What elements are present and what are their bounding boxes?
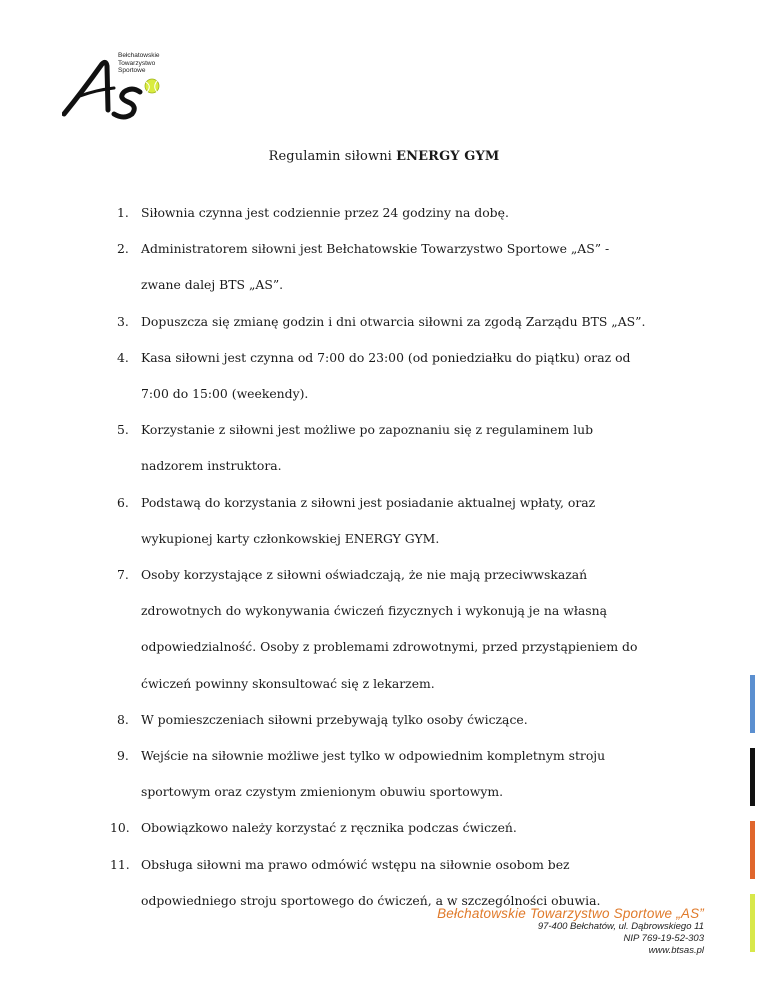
rule-text-line: Obowiązkowo należy korzystać z ręcznika podczas ćwiczeń. bbox=[141, 820, 517, 836]
rule-text-line: ćwiczeń powinny skonsultować się z lekarzem. bbox=[141, 675, 435, 691]
rule-number: 4. bbox=[117, 349, 129, 365]
rule-number: 6. bbox=[117, 494, 129, 510]
bts-as-logo bbox=[62, 52, 172, 122]
side-color-bar bbox=[750, 894, 755, 952]
logo-line: Towarzystwo bbox=[118, 59, 156, 67]
rule-text-line: Osoby korzystające z siłowni oświadczają, że nie mają przeciwwskazań bbox=[141, 567, 588, 582]
rule-number: 8. bbox=[117, 711, 129, 727]
rule-text-line: wykupionej karty członkowskiej ENERGY GYM. bbox=[141, 530, 440, 546]
rule-number: 5. bbox=[117, 422, 129, 438]
title-gym-name: ENERGY GYM bbox=[396, 149, 500, 164]
rule-text-line: sportowym oraz czystym zmienionym obuwiu sportowym. bbox=[141, 784, 504, 800]
side-color-bar bbox=[750, 821, 755, 879]
rule-number: 10. bbox=[110, 820, 130, 836]
rule-number: 3. bbox=[117, 313, 129, 329]
logo-line: Bełchatowskie bbox=[118, 52, 160, 59]
footer-website: www.btsas.pl bbox=[648, 945, 704, 956]
rule-text-line: Korzystanie z siłowni jest możliwe po zapoznaniu się z regulaminem lub bbox=[141, 422, 594, 438]
side-color-bar bbox=[750, 675, 755, 733]
rule-text-line: nadzorem instruktora. bbox=[141, 458, 282, 474]
rule-text-line: Podstawą do korzystania z siłowni jest posiadanie aktualnej wpłaty, oraz bbox=[141, 494, 596, 510]
footer-org-name: Bełchatowskie Towarzystwo Sportowe „AS” bbox=[437, 906, 704, 921]
rule-text-line: W pomieszczeniach siłowni przebywają tylko osoby ćwiczące. bbox=[141, 711, 528, 727]
rule-text-line: zwane dalej BTS „AS”. bbox=[141, 277, 284, 293]
title-prefix: Regulamin siłowni bbox=[268, 149, 397, 164]
logo-caption bbox=[118, 52, 160, 75]
rule-number: 9. bbox=[117, 748, 129, 763]
rule-text-line: Administratorem siłowni jest Bełchatowskie Towarzystwo Sportowe „AS” - bbox=[141, 241, 610, 257]
page-title bbox=[0, 149, 768, 164]
side-color-bar bbox=[750, 748, 755, 806]
rule-text-line: 7:00 do 15:00 (weekendy). bbox=[141, 385, 309, 401]
rule-text-line: Obsługa siłowni ma prawo odmówić wstępu na siłownie osobom bez bbox=[141, 856, 570, 872]
rule-text-line: Kasa siłowni jest czynna od 7:00 do 23:00 (od poniedziałku do piątku) oraz od bbox=[141, 349, 631, 365]
rule-text-line: odpowiedniego stroju sportowego do ćwiczeń, a w szczególności obuwia. bbox=[141, 892, 601, 908]
footer-address: 97-400 Bełchatów, ul. Dąbrowskiego 11 bbox=[537, 921, 704, 932]
rule-number: 2. bbox=[117, 241, 129, 257]
rule-text-line: Wejście na siłownie możliwe jest tylko w odpowiednim kompletnym stroju bbox=[141, 748, 606, 763]
rule-number: 1. bbox=[117, 205, 129, 220]
logo-line: Sportowe bbox=[118, 67, 146, 74]
rule-text-line: Dopuszcza się zmianę godzin i dni otwarcia siłowni za zgodą Zarządu BTS „AS”. bbox=[141, 313, 646, 329]
rule-text-line: zdrowotnych do wykonywania ćwiczeń fizycznych i wykonują je na własną bbox=[141, 603, 607, 619]
footer bbox=[437, 906, 704, 957]
footer-nip: NIP 769-19-52-303 bbox=[623, 933, 704, 944]
rule-number: 11. bbox=[110, 856, 130, 872]
rule-number: 7. bbox=[117, 567, 129, 582]
rule-text-line: odpowiedzialność. Osoby z problemami zdrowotnymi, przed przystąpieniem do bbox=[141, 639, 638, 655]
rule-text-line: Siłownia czynna jest codziennie przez 24 godziny na dobę. bbox=[141, 205, 509, 220]
